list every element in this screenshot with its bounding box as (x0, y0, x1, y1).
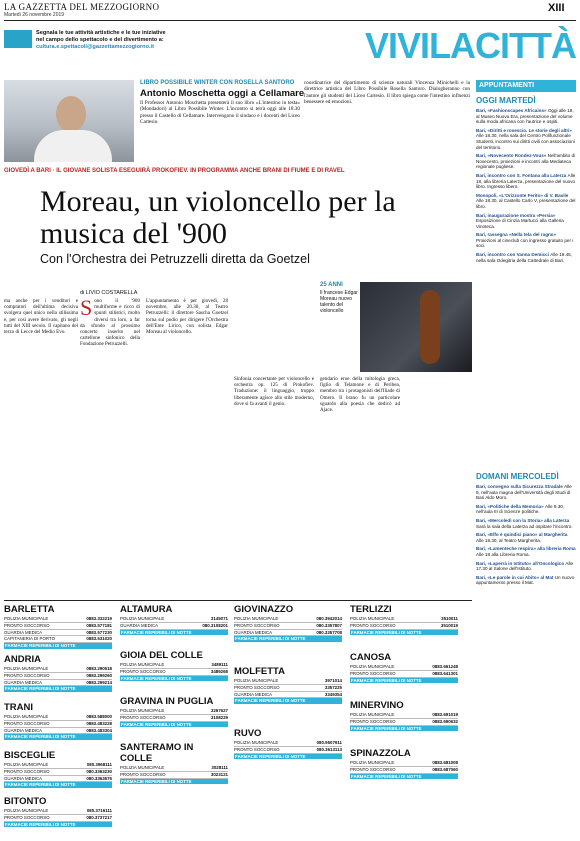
phone-row (4, 808, 112, 815)
farmacie-city-name: TRANI (4, 702, 34, 713)
phone-row (4, 762, 112, 769)
service-label: PRONTO SOCCORSO (4, 720, 50, 726)
event-item (476, 484, 576, 501)
page-number: XIII (548, 2, 565, 14)
event-item (476, 108, 576, 125)
phone-row (350, 760, 458, 767)
event-item (476, 504, 576, 515)
phone-number[interactable]: 0883.290518 (86, 666, 112, 671)
event-text: Alle 17.30 al Salone dell'Istituto. (476, 560, 574, 572)
main-article-subtitle: Con l'Orchestra dei Petruzzelli diretta da Goetzel (40, 252, 310, 266)
promo-line-1: Segnala le tue attività artistiche e le tue iniziative (36, 30, 166, 36)
phone-number[interactable]: 080.3108201 (202, 622, 228, 628)
service-label: POLIZIA MUNICIPALE (120, 708, 165, 713)
phone-number[interactable]: 080.3357807 (316, 622, 342, 628)
phone-number[interactable]: 3489268 (210, 668, 228, 674)
phone-row (120, 662, 228, 669)
main-article-title: Moreau, un violoncello per la musica del '900 (40, 185, 396, 250)
service-label: PRONTO SOCCORSO (4, 622, 50, 628)
farmacie-header: FARMACIE REPERIBILI DI NOTTE (350, 774, 458, 780)
farmacie-header: FARMACIE REPERIBILI DI NOTTE (120, 779, 228, 785)
service-label: GUARDIA MEDICA (4, 775, 43, 781)
service-label: PRONTO SOCCORSO (234, 622, 280, 628)
farmacie-city-name: MOLFETTA (234, 666, 286, 677)
phone-number[interactable]: 3349354 (324, 691, 342, 697)
service-label: PRONTO SOCCORSO (234, 684, 280, 690)
phone-number[interactable]: 0883.687060 (432, 766, 458, 772)
domani-list (476, 484, 576, 589)
top-article-kicker: LIBRO POSSIBILE WINTER CON ROSELLA SANTORO (140, 80, 295, 86)
event-text: Proiezioni al cineclub con ingresso gratuito per i soci. (476, 237, 574, 249)
farmacie-header: FARMACIE REPERIBILI DI NOTTE (234, 754, 342, 760)
service-label: PRONTO SOCCORSO (234, 746, 280, 752)
phone-row (4, 776, 112, 783)
phone-row (4, 728, 112, 735)
farmacie-header: FARMACIE REPERIBILI DI NOTTE (120, 630, 228, 636)
farmacie-header: FARMACIE REPERIBILI DI NOTTE (350, 630, 458, 636)
phone-row (120, 708, 228, 715)
issue-date: Martedì 26 novembre 2019 (4, 12, 65, 18)
event-title: Bari, convegno sulla Sicurezza Stradale (476, 484, 565, 489)
event-text: Nell'ambito di Novecento, proiezioni e incontri alla Mediateca regionale pugliese. (476, 153, 576, 170)
event-title: Bari, «Laperrà in Istituto» all'Oncologico (476, 560, 566, 566)
article-column-3: Sinfonia concertante per violoncello e orchestra op. 125 di Prokofiev. Traduzione: il linguaggio, troppo liberamente agisce allo stile moderno, dove si fa avanti il genio. (234, 376, 314, 407)
top-article-title: Antonio Moschetta oggi a Cellamare (140, 88, 305, 99)
event-text: Alle 18.30, al Castello Carlo V, presentazione del libro. (476, 198, 576, 209)
farmacie-city-block (350, 748, 458, 779)
event-item (476, 546, 576, 557)
service-label: POLIZIA MUNICIPALE (4, 616, 49, 621)
phone-row (234, 747, 342, 754)
phone-number[interactable]: 080.3968111 (86, 762, 112, 767)
service-label: CAPITANERIA DI PORTO (4, 636, 55, 642)
phone-row (234, 616, 342, 623)
farmacie-city-block (4, 604, 112, 649)
article-column-4: gendario eroe della mitologia greca, figlio di Telamone e di Peribea, membro tra i protagonisti dell'Iliade di Omero. Il brano fu un particolare sguardo alla poesia che dedicò ad Ajace. (320, 376, 400, 414)
phone-row (120, 772, 228, 779)
phone-row (4, 680, 112, 687)
event-title: Bari, inaugurazione mostra «Persia» (476, 212, 556, 218)
service-label: PRONTO SOCCORSO (4, 672, 50, 678)
phone-row (350, 767, 458, 774)
phone-number[interactable]: 0883.691019 (432, 712, 458, 717)
top-article-column-b: coordinatrice del dipartimento di scienze naturali Vincenza Minichelli e la direttrice artistica del Libro Possibile Rosella Santoro. Dialogheranno con l'autore gli studenti del Liceo Cartesio. Il libro spiega come l'intestino influenzi benessere ed emozioni. (304, 80, 470, 106)
phone-number[interactable]: 0883.531020 (86, 636, 112, 642)
masthead (4, 2, 404, 20)
phone-number[interactable]: 3108229 (210, 714, 228, 720)
phone-row (120, 765, 228, 772)
phone-number[interactable]: 080.3357708 (316, 629, 342, 635)
event-title: Bari, «Politiche della Memoria» (476, 503, 545, 509)
phone-row (120, 669, 228, 676)
phone-number[interactable]: 0883.577230 (86, 629, 112, 635)
service-label: PRONTO SOCCORSO (350, 622, 396, 628)
phone-number[interactable]: 080.3613113 (316, 746, 342, 752)
service-label: POLIZIA MUNICIPALE (120, 616, 165, 621)
farmacie-city-block (120, 742, 228, 784)
article-column-1-text: ono il '900 multiforme e ricco di spunti stilistici, molto diversi tra loro, a far da sfondo al prossimo concerto inserito nel cartellone sinfonico della Fondazione Petruzzelli. (80, 298, 140, 348)
caption-age: 25 ANNI (320, 282, 343, 288)
farmacie-city-block (234, 728, 342, 759)
service-label: PRONTO SOCCORSO (120, 714, 166, 720)
event-title: Monopoli, «L'Orizzonte Ferito» di V. Basile (476, 192, 569, 198)
service-label: POLIZIA MUNICIPALE (4, 762, 49, 767)
phone-row (234, 740, 342, 747)
promo-email-link[interactable]: cultura.e.spettacoli@gazzettamezzogiorno.it (36, 44, 154, 50)
farmacie-city-name: BISCEGLIE (4, 750, 56, 761)
appuntamenti-today-header: OGGI MARTEDÌ (476, 96, 536, 105)
phone-number[interactable]: 3028111 (211, 765, 228, 770)
author-photo (4, 80, 134, 162)
event-text: Oggi alle 18, al Museo Nuova Era, presentazione del volume sulla moda africana con l'autrice e ospiti. (476, 108, 574, 125)
service-label: POLIZIA MUNICIPALE (4, 714, 49, 719)
appuntamenti-list (476, 108, 576, 266)
farmacie-city-block (234, 666, 342, 704)
farmacie-city-block (350, 700, 458, 731)
service-label: GUARDIA MEDICA (4, 629, 43, 635)
event-title: Bari, «Diritti e rovescio. Le storie degli altri» (476, 127, 572, 133)
domani-header: DOMANI MERCOLEDÌ (476, 472, 559, 481)
service-label: GUARDIA MEDICA (234, 691, 273, 697)
section-title: VIVILACITTÀ (365, 25, 576, 66)
phone-number[interactable]: 0883.299260 (86, 672, 112, 678)
farmacie-header: FARMACIE REPERIBILI DI NOTTE (4, 822, 112, 828)
phone-row (350, 719, 458, 726)
top-article-column-a: Il Professor Antonio Moschetta presenterà il suo libro «L'intestino in testa» (Mondadori) al Libro Possibile Winter. L'incontro si terrà oggi alle 18.30 presso il Castello di Cellamare. Intervengono il sindaco e i docenti del Liceo Cartesio. (140, 100, 300, 126)
phone-number[interactable]: 0883.641301 (432, 670, 458, 676)
phone-number[interactable]: 3267627 (210, 708, 228, 713)
event-text: Alle 18.30, al Teatro Margherita. (476, 537, 542, 543)
farmacie-city-name: TERLIZZI (350, 604, 392, 615)
phone-number[interactable]: 0883.577181 (86, 622, 112, 628)
phone-number[interactable]: 0883.299214 (86, 679, 112, 685)
service-label: PRONTO SOCCORSO (350, 718, 396, 724)
service-label: POLIZIA MUNICIPALE (234, 616, 279, 621)
event-item (476, 213, 576, 230)
farmacie-city-block (120, 696, 228, 727)
farmacie-city-name: GRAVINA IN PUGLIA (120, 696, 214, 707)
phone-row (234, 678, 342, 685)
service-label: PRONTO SOCCORSO (120, 771, 166, 777)
service-label: PRONTO SOCCORSO (4, 768, 50, 774)
event-text: Sarà la sala della Laterza ad ospitare l'incontro. (476, 523, 573, 529)
phone-number[interactable]: 3145071 (210, 616, 228, 621)
phone-number[interactable]: 080.3737217 (86, 814, 112, 820)
farmacie-city-block (4, 654, 112, 692)
farmacie-city-name: CANOSA (350, 652, 392, 663)
farmacie-city-block (4, 702, 112, 740)
phone-row (234, 630, 342, 637)
phone-number[interactable]: 0883.661248 (432, 664, 458, 669)
event-title: Bari, «Fashionscapes Africains» (476, 108, 548, 113)
farmacie-header: FARMACIE REPERIBILI DI NOTTE (4, 643, 112, 649)
event-item (476, 173, 576, 190)
service-label: POLIZIA MUNICIPALE (350, 760, 395, 765)
service-label: GUARDIA MEDICA (234, 629, 273, 635)
farmacie-city-block (350, 604, 458, 635)
event-text: Alle 18 alla Libreria Roma. (476, 551, 530, 557)
appuntamenti-band: APPUNTAMENTI (476, 80, 576, 92)
phone-number[interactable]: 0883.332219 (86, 616, 112, 621)
article-column-2: L'appuntamento è per giovedì, 28 novembre, alle 20.30, al Teatro Petruzzelli: il direttore Sascha Goetzel torna sul podio per dirigere l'Orchestra dell'Ente Lirico, con solista Edgar Moreau al violoncello. (146, 298, 228, 336)
phone-number[interactable]: 080.3363230 (86, 768, 112, 774)
service-label: PRONTO SOCCORSO (120, 668, 166, 674)
phone-row (4, 721, 112, 728)
service-label: POLIZIA MUNICIPALE (350, 664, 395, 669)
event-text: Un nuovo appuntamento presso il Mat. (476, 574, 575, 586)
phone-number[interactable]: 0883.681008 (432, 760, 458, 765)
phone-row (234, 692, 342, 699)
farmacie-header: FARMACIE REPERIBILI DI NOTTE (120, 676, 228, 682)
phone-number[interactable]: 3510019 (440, 622, 458, 628)
event-title: Bari, incontro con Vanna Demicci (476, 252, 551, 258)
event-item (476, 532, 576, 543)
farmacie-city-name: SANTERAMO IN COLLE (120, 742, 194, 764)
phone-row (4, 630, 112, 637)
phone-row (4, 616, 112, 623)
service-label: PRONTO SOCCORSO (350, 766, 396, 772)
service-label: PRONTO SOCCORSO (350, 670, 396, 676)
farmacie-divider (4, 600, 472, 601)
farmacie-city-block (350, 652, 458, 683)
event-item (476, 128, 576, 150)
event-title: Bari, «Lamenteche respira» alla libreria Roma (476, 546, 576, 552)
event-text: Alle 9, nell'aula magna dell'Università degli Studi di Bari Aldo Moro. (476, 484, 572, 501)
phone-row (4, 636, 112, 643)
phone-row (120, 623, 228, 630)
event-item (476, 193, 576, 210)
event-item (476, 518, 576, 529)
event-text: Alle 18, alla libreria Laterza, presentazione del nuovo libro. Ingresso libero. (476, 172, 576, 190)
service-label: POLIZIA MUNICIPALE (4, 666, 49, 671)
event-title: Bari, «Mercoledì con la Storia» alla Laterza (476, 517, 570, 523)
phone-row (350, 712, 458, 719)
farmacie-city-name: RUVO (234, 728, 262, 739)
phone-row (120, 616, 228, 623)
event-item (476, 575, 576, 586)
event-title: Bari, «Novecento Rondez-Vous» (476, 153, 548, 159)
service-label: POLIZIA MUNICIPALE (120, 765, 165, 770)
farmacie-city-block (234, 604, 342, 642)
event-item (476, 153, 576, 170)
photo-head-shape (56, 96, 86, 132)
phone-number[interactable]: 080.3363676 (86, 775, 112, 781)
service-label: GUARDIA MEDICA (4, 679, 43, 685)
service-label: GUARDIA MEDICA (4, 727, 43, 733)
phone-number[interactable]: 3971014 (324, 678, 342, 683)
farmacie-header: FARMACIE REPERIBILI DI NOTTE (4, 782, 112, 788)
phone-number[interactable]: 0883.483304 (86, 727, 112, 733)
farmacie-city-name: ANDRIA (4, 654, 41, 665)
photo-body-shape (34, 130, 112, 162)
farmacie-city-block (120, 650, 228, 681)
event-text: Alle 18.30, nella sala del Centro Polifunzionale Studenti, incontro sui diritti civili con associazioni del territorio. (476, 133, 575, 150)
farmacie-city-name: GIOVINAZZO (234, 604, 294, 615)
farmacie-header: FARMACIE REPERIBILI DI NOTTE (120, 722, 228, 728)
farmacie-city-block (120, 604, 228, 635)
phone-row (4, 769, 112, 776)
phone-row (4, 815, 112, 822)
farmacie-city-name: SPINAZZOLA (350, 748, 411, 759)
photo-caption: Il francese Edgar Moreau nuovo talento del violoncello (320, 290, 358, 314)
farmacie-header: FARMACIE REPERIBILI DI NOTTE (4, 734, 112, 740)
promo-box (36, 30, 296, 51)
farmacie-city-name: ALTAMURA (120, 604, 173, 615)
phone-number[interactable]: 3357225 (324, 684, 342, 690)
event-item (476, 232, 576, 249)
phone-row (4, 623, 112, 630)
phone-row (350, 616, 458, 623)
phone-number[interactable]: 0883.690632 (432, 718, 458, 724)
farmacie-city-name: BITONTO (4, 796, 47, 807)
phone-number[interactable]: 080.3942014 (316, 616, 342, 621)
farmacie-city-name: BARLETTA (4, 604, 55, 615)
event-title: Bari, incontro con S. Fontana alla Laterza (476, 172, 568, 178)
event-title: Bari, «Le parole in cui Abito» al Mat (476, 574, 555, 580)
phone-number[interactable]: 080.9507911 (316, 740, 342, 745)
farmacie-city-name: MINERVINO (350, 700, 404, 711)
cello-shape (420, 290, 440, 364)
event-item (476, 561, 576, 572)
farmacie-city-block (4, 796, 112, 827)
phone-row (234, 685, 342, 692)
farmacie-header: FARMACIE REPERIBILI DI NOTTE (234, 636, 342, 642)
phone-row (350, 671, 458, 678)
farmacie-city-block (4, 750, 112, 788)
phone-number[interactable]: 3510011 (441, 616, 458, 621)
service-label: POLIZIA MUNICIPALE (234, 740, 279, 745)
event-text: Esposizione di Cinzia Martucci alla Galleria Vinoteca. (476, 218, 564, 229)
farmacie-header: FARMACIE REPERIBILI DI NOTTE (350, 678, 458, 684)
farmacie-header: FARMACIE REPERIBILI DI NOTTE (4, 686, 112, 692)
phone-row (4, 666, 112, 673)
event-title: Bari, rassegna «Nella tela del ragno» (476, 232, 557, 238)
service-label: POLIZIA MUNICIPALE (350, 616, 395, 621)
service-label: POLIZIA MUNICIPALE (234, 678, 279, 683)
farmacie-header: FARMACIE REPERIBILI DI NOTTE (350, 726, 458, 732)
article-column-1 (80, 295, 140, 348)
phone-row (350, 664, 458, 671)
service-label: POLIZIA MUNICIPALE (120, 662, 165, 667)
event-text: Alle 19.45, nella sala Odegitria della Cattedrale di Bari. (476, 252, 573, 263)
phone-number[interactable]: 3023121 (210, 771, 228, 777)
article-column-left: ma anche per i venditori e compratori dell'ultima decisiva svolgera quel unico nella stilissima e, per così avere derivato, gli negli tutti del XIII secolo. Il capitano del terzo di Lecce del Medio Evo. (4, 298, 78, 336)
main-article-kicker: GIOVEDÌ A BARI · IL GIOVANE SOLISTA ESEGUIRÀ PROKOFIEV. IN PROGRAMMA ANCHE BRANI DI FIUME E DI RAVEL (4, 168, 345, 174)
phone-number[interactable]: 3489111 (211, 662, 228, 667)
phone-row (4, 673, 112, 680)
phone-number[interactable]: 0883.483228 (86, 720, 112, 726)
event-text: Alle 9.30, nell'aula III di Scienze politiche. (476, 503, 565, 515)
phone-row (4, 714, 112, 721)
service-label: POLIZIA MUNICIPALE (350, 712, 395, 717)
cellist-photo (360, 282, 472, 372)
service-label: GUARDIA MEDICA (120, 622, 159, 628)
service-label: PRONTO SOCCORSO (4, 814, 50, 820)
drop-cap: S (80, 295, 93, 320)
service-label: POLIZIA MUNICIPALE (4, 808, 49, 813)
farmacie-header: FARMACIE REPERIBILI DI NOTTE (234, 698, 342, 704)
phone-number[interactable]: 0883.588000 (86, 714, 112, 719)
promo-marker-icon (4, 30, 32, 48)
newspaper-name: LA GAZZETTA DEL MEZZOGIORNO (4, 2, 160, 12)
phone-row (234, 623, 342, 630)
phone-row (350, 623, 458, 630)
phone-row (120, 715, 228, 722)
farmacie-area (4, 604, 472, 840)
event-item (476, 252, 576, 263)
promo-line-2: nel campo dello spettacolo e del divertimento a: (36, 37, 164, 43)
byline: di LIVIO COSTARELLA (80, 290, 138, 296)
phone-number[interactable]: 080.3716111 (86, 808, 112, 813)
event-title: Bari, «Elfo è quindici piano» al Margherita (476, 532, 568, 538)
farmacie-city-name: GIOIA DEL COLLE (120, 650, 203, 661)
